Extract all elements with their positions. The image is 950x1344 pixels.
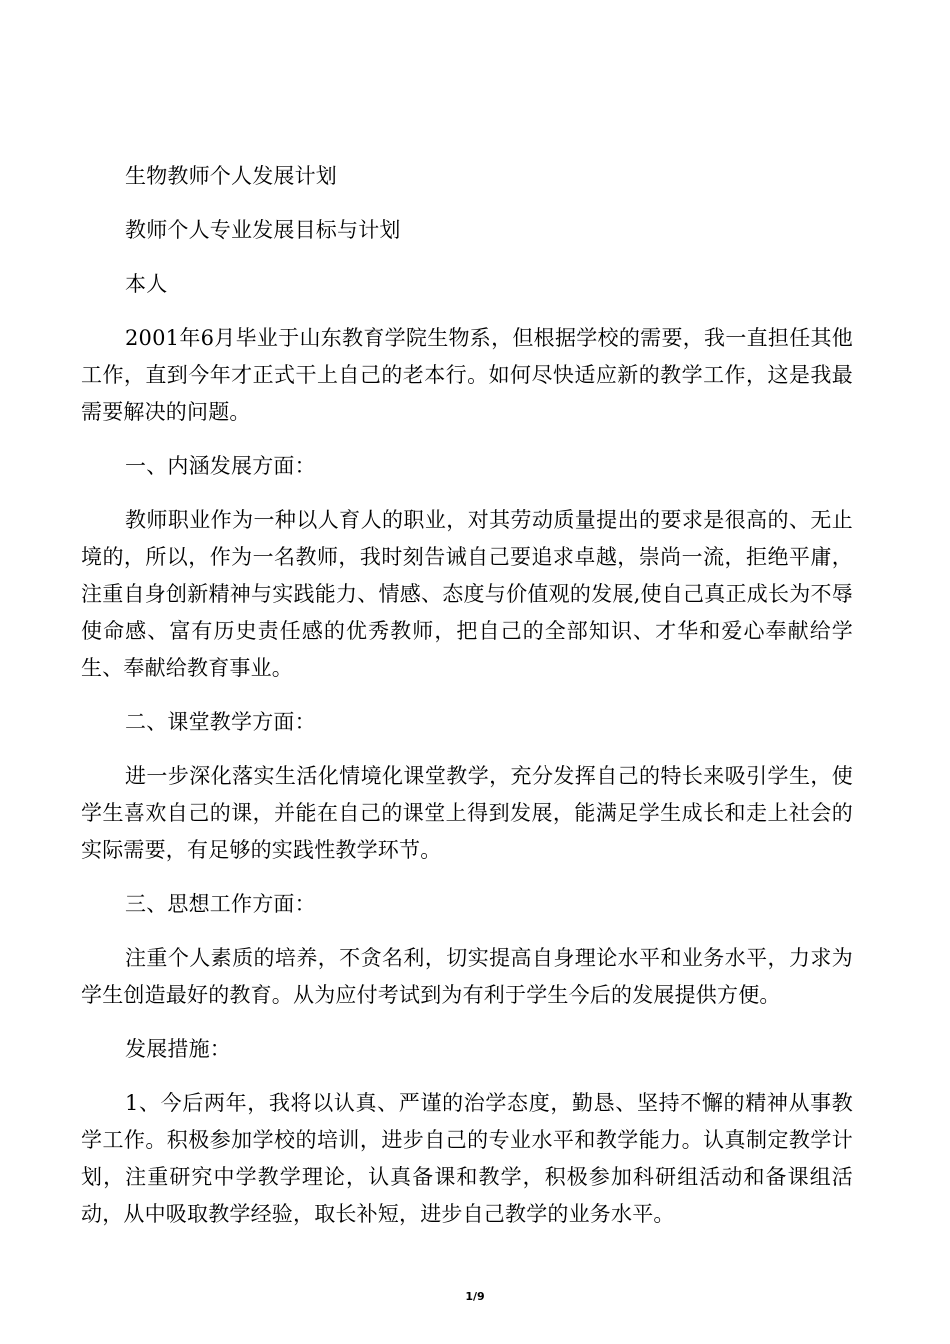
paragraph-connotation: 教师职业作为一种以人育人的职业，对其劳动质量提出的要求是很高的、无止境的，所以，作为一名教师，我时刻告诫自己要追求卓越，崇尚一流，拒绝平庸，注重自身创新精神与实践能力、情感、态度与价值观的发展,使自己真正成长为不辱使命感、富有历史责任感的优秀教师，把自己的全部知识、才华和爱心奉献给学生、奉献给教育事业。 <box>81 508 853 680</box>
document-subtitle: 教师个人专业发展目标与计划 <box>125 218 401 242</box>
paragraph-classroom: 进一步深化落实生活化情境化课堂教学，充分发挥自己的特长来吸引学生，使学生喜欢自己的课，并能在自己的课堂上得到发展，能满足学生成长和走上社会的实际需要，有足够的实践性教学环节。 <box>81 764 853 862</box>
paragraph-intro: 2001年6月毕业于山东教育学院生物系，但根据学校的需要，我一直担任其他工作，直到今年才正式干上自己的老本行。如何尽快适应新的教学工作，这是我最需要解决的问题。 <box>81 326 853 424</box>
document-title: 生物教师个人发展计划 <box>125 164 337 188</box>
section-heading-measures: 发展措施： <box>125 1037 231 1061</box>
paragraph-intro-label: 本人 <box>125 272 168 296</box>
paragraph-ideology: 注重个人素质的培养，不贪名利，切实提高自身理论水平和业务水平，力求为学生创造最好的教育。从为应付考试到为有利于学生今后的发展提供方便。 <box>81 946 853 1007</box>
section-heading-classroom: 二、课堂教学方面： <box>125 710 316 734</box>
page-number: 1/9 <box>465 1290 485 1303</box>
document-body <box>81 158 853 1250</box>
section-heading-connotation: 一、内涵发展方面： <box>125 454 316 478</box>
section-heading-ideology: 三、思想工作方面： <box>125 892 316 916</box>
paragraph-measure-1: 1、今后两年，我将以认真、严谨的治学态度，勤恳、坚持不懈的精神从事教学工作。积极参加学校的培训，进步自己的专业水平和教学能力。认真制定教学计划，注重研究中学教学理论，认真备课和教学，积极参加科研组活动和备课组活动，从中吸取教学经验，取长补短，进步自己教学的业务水平。 <box>81 1091 853 1226</box>
